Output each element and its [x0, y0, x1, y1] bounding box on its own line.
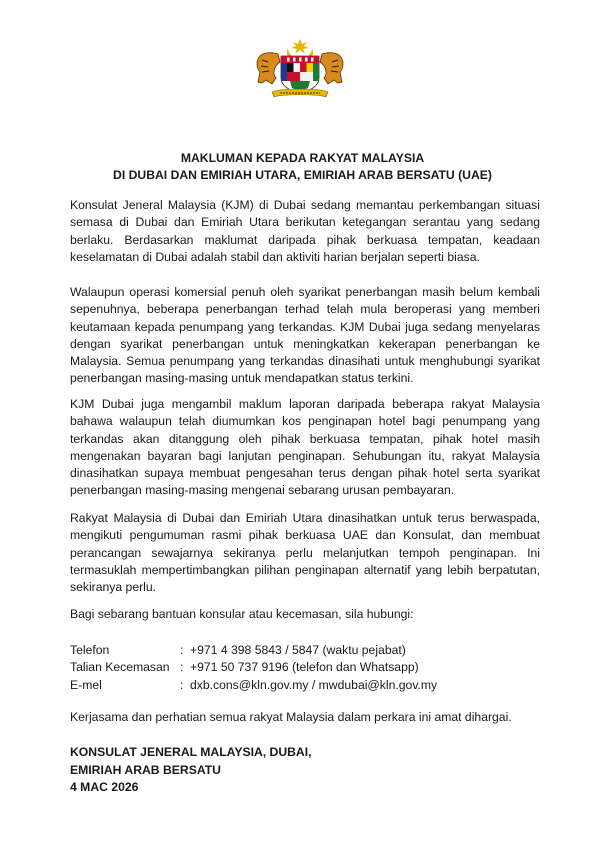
signoff-date: 4 MAC 2026 [70, 780, 139, 794]
paragraph-flights: Walaupun operasi komersial penuh oleh syarikat penerbangan masih belum kembali sepenuhnya, beberapa penerbangan terhad telah mula beroperasi yang memberi keutamaan kepada penumpang yang terkandas. KJM Dubai juga sedang menyelaras dengan syarikat penerbangan untuk meningkatkan kekerapan penerbangan ke Malaysia. Semua penumpang yang terkandas dinasihati untuk menghubungi syarikat penerbangan masing-masing untuk mendapatkan status terkini. [70, 285, 540, 386]
title-line-1: MAKLUMAN KEPADA RAKYAT MALAYSIA [180, 151, 425, 165]
page-title [0, 150, 605, 184]
signoff-line-1: KONSULAT JENERAL MALAYSIA, DUBAI, [70, 745, 312, 759]
contact-separator: : [180, 660, 184, 675]
paragraph-contact-intro: Bagi sebarang bantuan konsular atau kecemasan, sila hubungi: [70, 607, 414, 621]
paragraph-closing: Kerjasama dan perhatian semua rakyat Malaysia dalam perkara ini amat dihargai. [70, 710, 512, 724]
malaysia-coat-of-arms-icon [250, 38, 350, 100]
contact-row-email [70, 677, 437, 694]
contact-list [70, 642, 437, 694]
paragraph-hotel: KJM Dubai juga mengambil maklum laporan daripada beberapa rakyat Malaysia bahawa walaupun telah diumumkan kos penginapan hotel bagi penumpang yang terkandas akan ditanggung oleh pihak berkuasa tempatan, pihak hotel masih mengenakan bayaran bagi lanjutan penginapan. Sehubungan itu, rakyat Malaysia dinasihatkan supaya membuat pengesahan terus dengan pihak hotel serta syarikat penerbangan masing-masing mengenai sebarang urusan pembayaran. [70, 397, 540, 498]
paragraph-advice: Rakyat Malaysia di Dubai dan Emiriah Utara dinasihatkan untuk terus berwaspada, mengikuti pengumuman rasmi pihak berkuasa UAE dan Konsulat, dan membuat perancangan sewajarnya sekiranya perlu melanjutkan tempoh penginapan. Ini termasuklah mempertimbangkan pilihan penginapan alternatif yang lebih berpatutan, sekiranya perlu. [70, 511, 540, 595]
contact-label: E-mel [70, 677, 102, 692]
paragraph-situation: Konsulat Jeneral Malaysia (KJM) di Dubai sedang memantau perkembangan situasi semasa di Dubai dan Emiriah Utara berikutan ketegangan serantau yang sedang berlaku. Berdasarkan maklumat daripada pihak berkuasa tempatan, keadaan keselamatan di Dubai adalah stabil dan aktiviti harian berjalan seperti biasa. [70, 198, 540, 264]
contact-row-phone [70, 642, 437, 659]
contact-label: Talian Kecemasan [70, 660, 170, 675]
contact-separator: : [180, 677, 184, 692]
contact-value-phone: +971 4 398 5843 / 5847 (waktu pejabat) [190, 643, 406, 657]
contact-row-emergency [70, 659, 437, 676]
title-line-2: DI DUBAI DAN EMIRIAH UTARA, EMIRIAH ARAB BERSATU (UAE) [113, 168, 492, 182]
contact-separator: : [180, 643, 184, 657]
signoff-block [70, 744, 312, 797]
contact-label: Telefon [70, 643, 110, 657]
signoff-line-2: EMIRIAH ARAB BERSATU [70, 762, 221, 777]
contact-value-email: dxb.cons@kln.gov.my / mwdubai@kln.gov.my [190, 677, 438, 692]
contact-value-emergency: +971 50 737 9196 (telefon dan Whatsapp) [190, 660, 419, 675]
